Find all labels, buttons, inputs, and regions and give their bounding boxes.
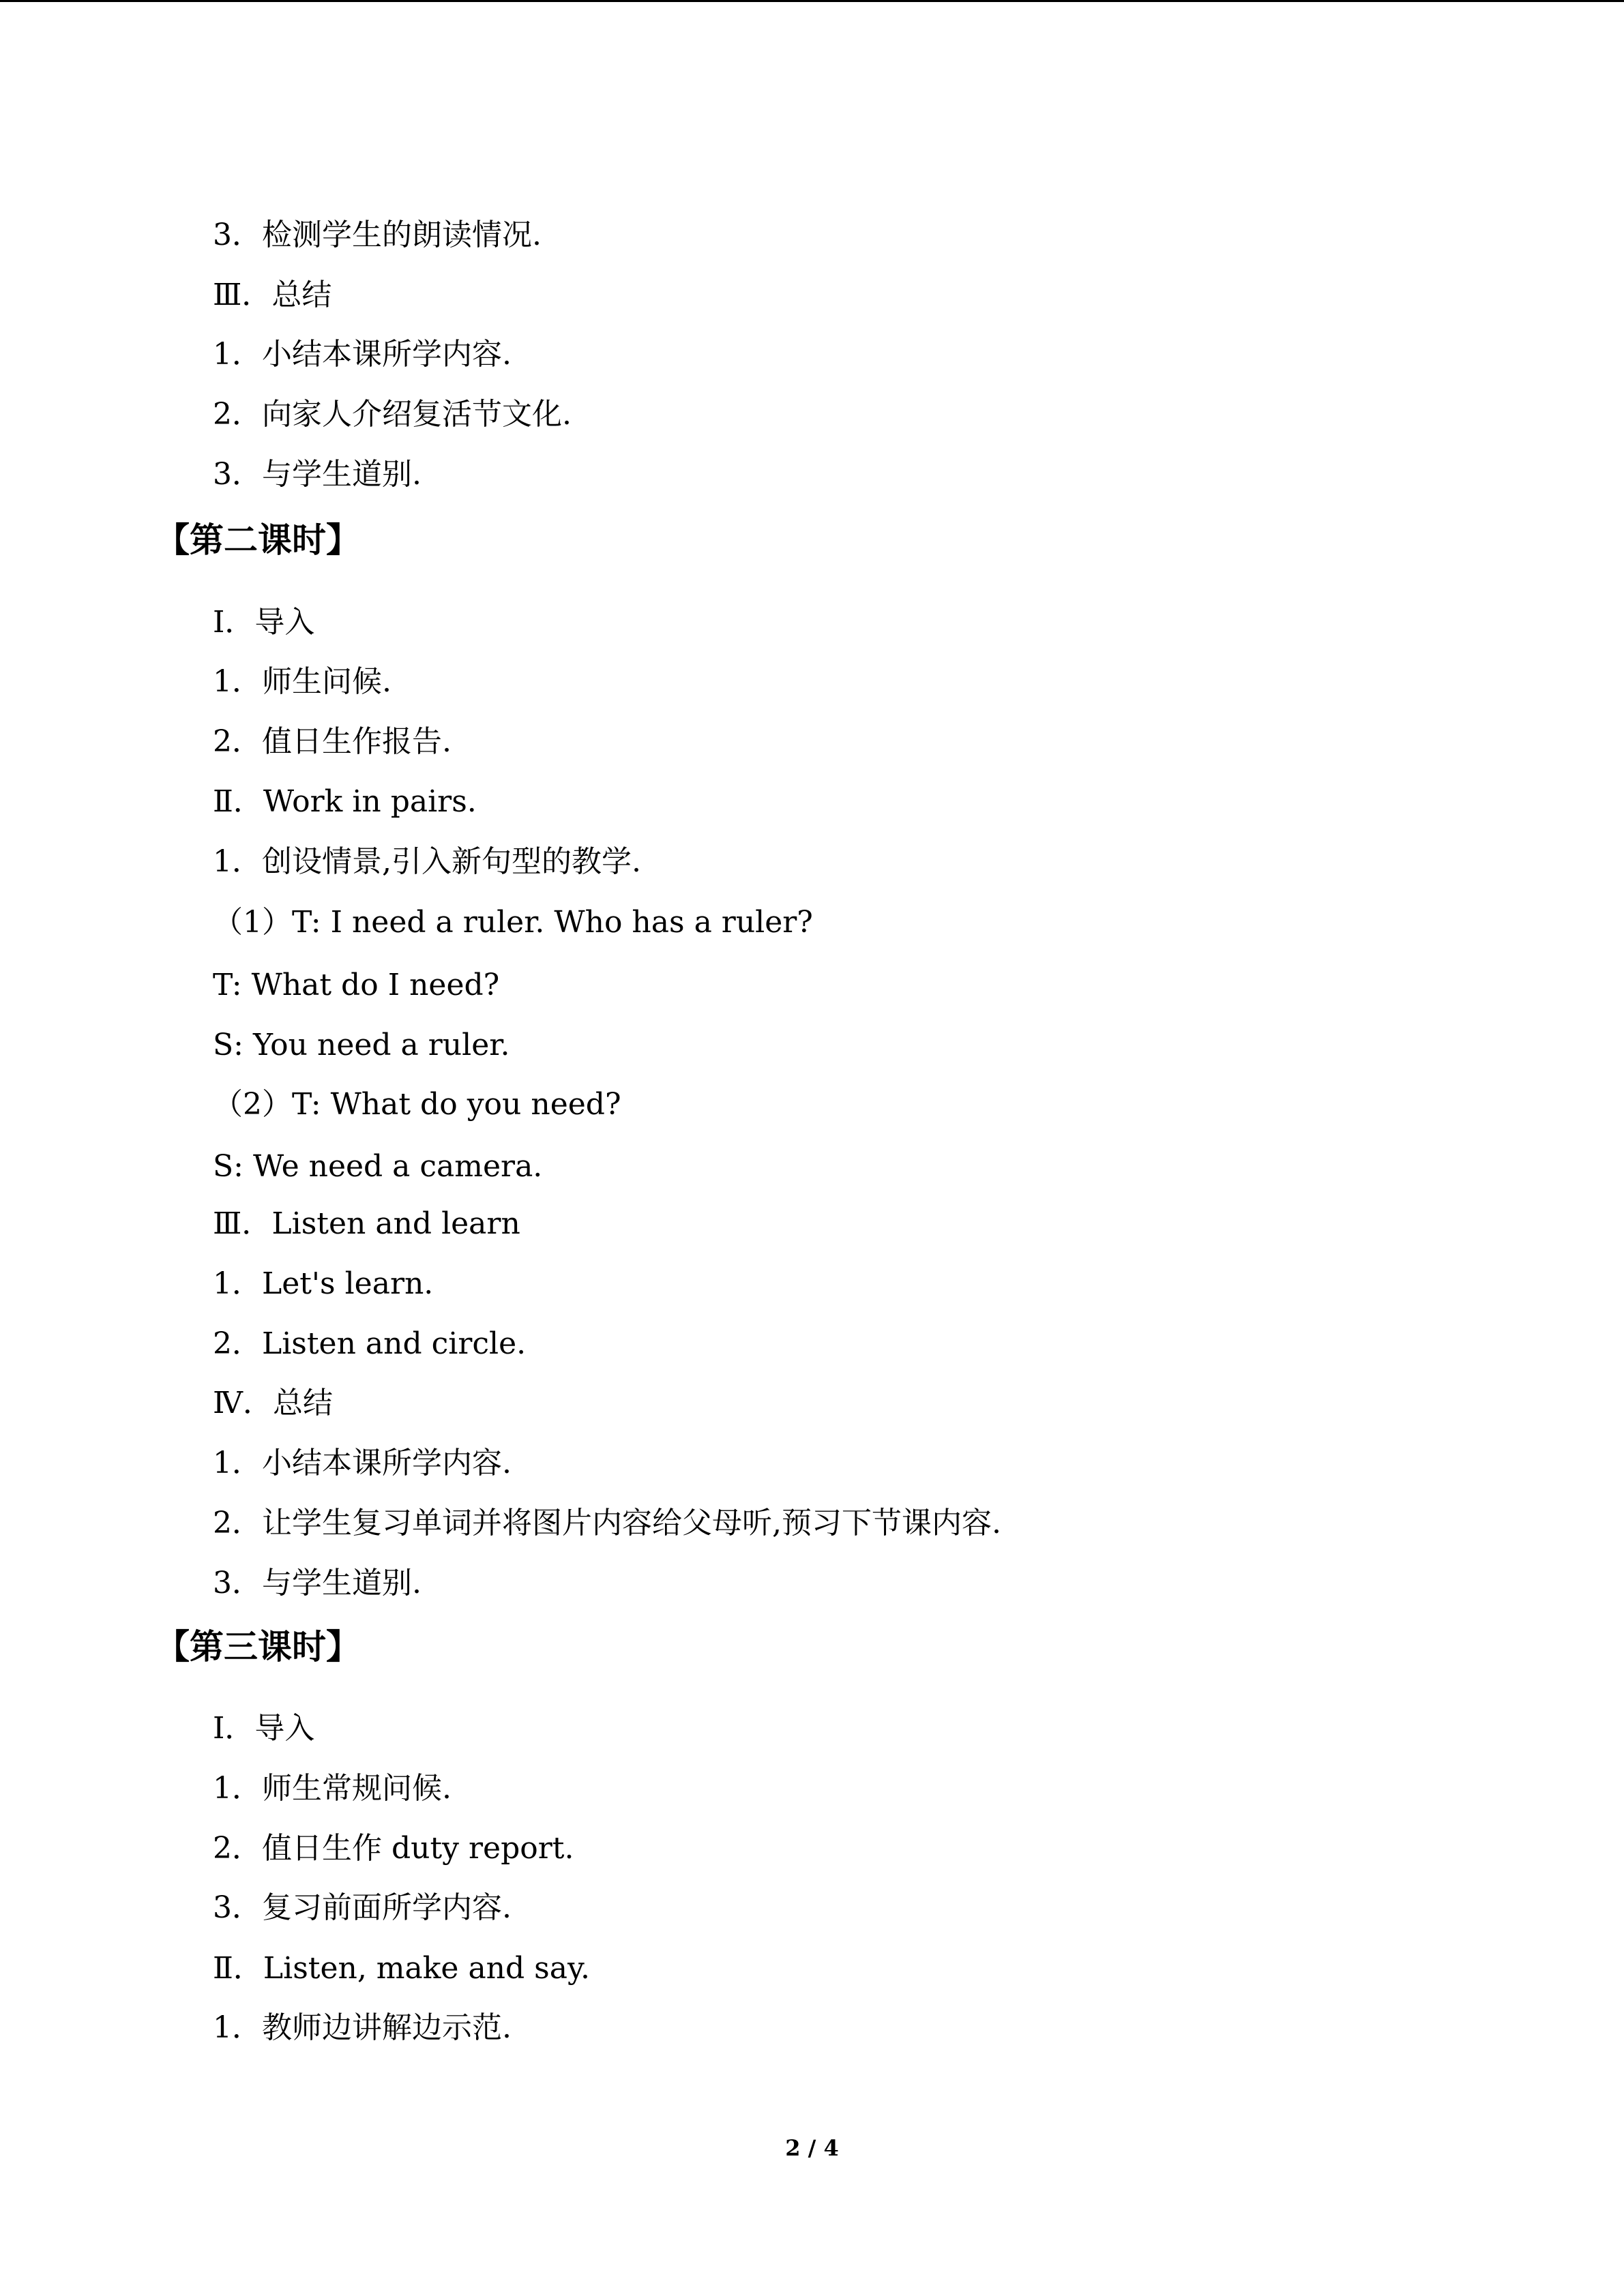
lesson2-line: 2．值日生作报告.: [213, 724, 452, 759]
lesson2-line: （1）T: I need a ruler. Who has a ruler?: [213, 905, 813, 940]
lesson3-section-listen: Ⅱ．Listen, make and say.: [213, 1951, 590, 1986]
lesson2-line: 1．小结本课所学内容.: [213, 1446, 512, 1480]
lesson3-heading: 【第三课时】: [156, 1626, 360, 1667]
lesson1-line: 2．向家人介绍复活节文化.: [213, 397, 572, 432]
lesson2-line: S: We need a camera.: [213, 1149, 543, 1184]
lesson2-line: 2．Listen and circle.: [213, 1326, 527, 1361]
lesson3-line: 1．师生常规问候.: [213, 1771, 452, 1806]
lesson2-line: 1．创设情景,引入新句型的教学.: [213, 844, 641, 879]
lesson3-section-intro: Ⅰ．导入: [213, 1711, 315, 1746]
lesson2-heading: 【第二课时】: [156, 520, 360, 560]
lesson2-section-intro: Ⅰ．导入: [213, 605, 315, 640]
lesson2-section-pairs: Ⅱ．Work in pairs.: [213, 784, 477, 819]
lesson2-line: 1．Let's learn.: [213, 1266, 434, 1301]
lesson2-section-summary: Ⅳ．总结: [213, 1386, 333, 1420]
lesson1-line: 3．与学生道别.: [213, 457, 422, 492]
lesson1-section-summary: Ⅲ．总结: [213, 278, 332, 312]
lesson2-line: （2）T: What do you need?: [213, 1087, 621, 1122]
lesson3-line: 1．教师边讲解边示范.: [213, 2010, 512, 2045]
lesson2-line: 3．与学生道别.: [213, 1566, 422, 1600]
lesson2-line: S: You need a ruler.: [213, 1028, 510, 1062]
lesson3-line: 3．复习前面所学内容.: [213, 1890, 512, 1925]
lesson1-line: 3．检测学生的朗读情况.: [213, 218, 542, 252]
lesson1-line: 1．小结本课所学内容.: [213, 337, 512, 372]
lesson2-line: 1．师生问候.: [213, 664, 392, 699]
lesson2-line: 2．让学生复习单词并将图片内容给父母听,预习下节课内容.: [213, 1506, 1001, 1540]
lesson2-line: T: What do I need?: [213, 968, 500, 1002]
page-number: 2 / 4: [785, 2135, 839, 2161]
page-top-border: [0, 0, 1624, 2]
lesson3-line: 2．值日生作 duty report.: [213, 1831, 574, 1866]
lesson2-section-listen: Ⅲ．Listen and learn: [213, 1206, 520, 1241]
